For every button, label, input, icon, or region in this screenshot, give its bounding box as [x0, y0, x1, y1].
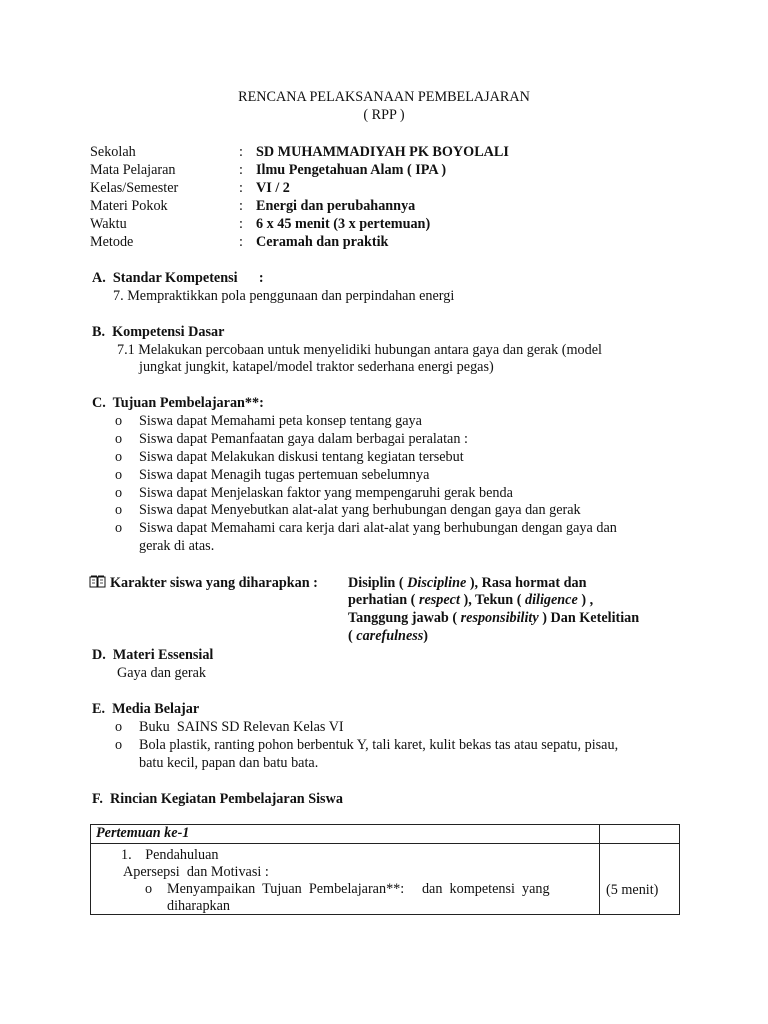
objective-text: Siswa dapat Memahami peta konsep tentang gaya [139, 413, 422, 429]
meeting-title: Pertemuan ke-1 [96, 825, 190, 841]
document-title: RENCANA PELAKSANAAN PEMBELAJARAN [238, 89, 530, 105]
identity-label-kelas: Kelas/Semester [90, 180, 179, 196]
activity-bullet-text-continuation: diharapkan [167, 898, 231, 914]
section-b-line2: jungkat jungkit, katapel/model traktor sederhana energi pegas) [139, 359, 494, 375]
karakter-text: ), Rasa hormat dan [466, 575, 587, 591]
activity-subtitle: Apersepsi dan Motivasi : [123, 864, 269, 880]
bullet-marker: o [115, 502, 123, 518]
activity-bullet-text: Menyampaikan Tujuan Pembelajaran**: dan kompetensi yang [167, 881, 550, 897]
identity-sep: : [239, 234, 243, 250]
section-d-heading: D. Materi Essensial [92, 647, 214, 663]
section-b-line1: 7.1 Melakukan percobaan untuk menyelidiki hubungan antara gaya dan gerak (model [117, 342, 602, 358]
identity-value-metode: Ceramah dan praktik [256, 234, 389, 250]
identity-sep: : [239, 180, 243, 196]
identity-value-sekolah: SD MUHAMMADIYAH PK BOYOLALI [256, 144, 509, 160]
karakter-text: ) Dan Ketelitian [538, 610, 640, 626]
identity-sep: : [239, 162, 243, 178]
karakter-label: Karakter siswa yang diharapkan : [110, 575, 318, 591]
section-c-heading: C. Tujuan Pembelajaran**: [92, 395, 264, 411]
table-header-empty-cell [600, 825, 680, 844]
item-title: Pendahuluan [145, 847, 219, 863]
objective-text: Siswa dapat Memahami cara kerja dari alat-alat yang berhubungan dengan gaya dan [139, 520, 617, 536]
bullet-marker: o [115, 431, 123, 447]
book-icon [89, 575, 106, 588]
objective-text-continuation: gerak di atas. [139, 538, 215, 554]
identity-label-sekolah: Sekolah [90, 144, 136, 160]
identity-label-mapel: Mata Pelajaran [90, 162, 176, 178]
table-header-cell [91, 825, 600, 844]
karakter-line3 [348, 609, 639, 627]
objective-text: Siswa dapat Menagih tugas pertemuan sebelumnya [139, 467, 430, 483]
bullet-marker: o [115, 449, 123, 465]
document-subtitle: ( RPP ) [363, 107, 405, 123]
karakter-line2 [348, 591, 593, 609]
media-text: Buku SAINS SD Relevan Kelas VI [139, 719, 344, 735]
table-header-row [91, 825, 680, 844]
duration-text: (5 menit) [606, 882, 659, 898]
karakter-term: responsibility [460, 610, 539, 626]
activity-table [90, 824, 680, 915]
section-e-heading: E. Media Belajar [92, 701, 200, 717]
duration-cell [600, 844, 680, 915]
activity-cell [91, 844, 600, 915]
karakter-text: Tanggung jawab ( [348, 610, 461, 626]
bullet-marker: o [115, 719, 123, 735]
identity-value-kelas: VI / 2 [256, 180, 290, 196]
karakter-text: Disiplin ( [348, 575, 408, 591]
media-text: Bola plastik, ranting pohon berbentuk Y, tali karet, kulit bekas tas atau sepatu, pisau, [139, 737, 619, 753]
karakter-label-row [89, 574, 318, 592]
table-row [91, 844, 680, 915]
karakter-text: perhatian ( [348, 592, 419, 608]
identity-value-mapel: Ilmu Pengetahuan Alam ( IPA ) [256, 162, 447, 178]
identity-sep: : [239, 198, 243, 214]
karakter-term: diligence [524, 592, 578, 608]
bullet-marker: o [115, 485, 123, 501]
identity-label-waktu: Waktu [90, 216, 127, 232]
karakter-line4 [348, 627, 428, 645]
karakter-text: ( [348, 628, 357, 644]
objective-text: Siswa dapat Menjelaskan faktor yang mempengaruhi gerak benda [139, 485, 513, 501]
bullet-marker: o [145, 881, 153, 897]
identity-label-materi: Materi Pokok [90, 198, 168, 214]
bullet-marker: o [115, 520, 123, 536]
karakter-text: ), Tekun ( [459, 592, 525, 608]
section-a-heading: A. Standar Kompetensi : [92, 270, 264, 286]
bullet-marker: o [115, 413, 123, 429]
section-b-heading: B. Kompetensi Dasar [92, 324, 225, 340]
karakter-term: respect [418, 592, 460, 608]
section-a-text: 7. Mempraktikkan pola penggunaan dan perpindahan energi [113, 288, 455, 304]
item-number: 1. [121, 847, 132, 863]
identity-sep: : [239, 216, 243, 232]
karakter-line1 [348, 574, 586, 592]
section-f-heading: F. Rincian Kegiatan Pembelajaran Siswa [92, 791, 343, 807]
identity-value-materi: Energi dan perubahannya [256, 198, 416, 214]
karakter-term: carefulness [356, 628, 424, 644]
identity-value-waktu: 6 x 45 menit (3 x pertemuan) [256, 216, 431, 232]
identity-label-metode: Metode [90, 234, 134, 250]
karakter-text: ) [423, 628, 429, 644]
activity-item [121, 847, 218, 864]
section-d-text: Gaya dan gerak [117, 665, 207, 681]
karakter-term: Discipline [407, 575, 467, 591]
bullet-marker: o [115, 467, 123, 483]
bullet-marker: o [115, 737, 123, 753]
karakter-text: ) , [577, 592, 594, 608]
objective-text: Siswa dapat Melakukan diskusi tentang kegiatan tersebut [139, 449, 464, 465]
objective-text: Siswa dapat Pemanfaatan gaya dalam berbagai peralatan : [139, 431, 468, 447]
objective-text: Siswa dapat Menyebutkan alat-alat yang berhubungan dengan gaya dan gerak [139, 502, 581, 518]
identity-sep: : [239, 144, 243, 160]
media-text-continuation: batu kecil, papan dan batu bata. [139, 755, 319, 771]
